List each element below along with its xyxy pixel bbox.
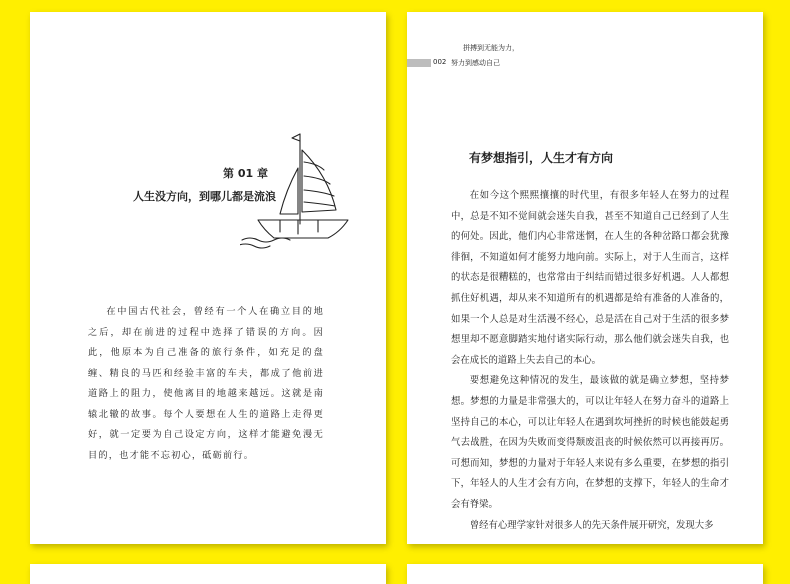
paragraph: 要想避免这种情况的发生，最该做的就是确立梦想，坚持梦想。梦想的力量是非常强大的，可以让年轻人在努力奋斗的道路上坚持自己的本心，可以让年轻人在遇到坎坷挫折的时候也能鼓起勇气去战胜，在因为失败而变得颓废沮丧的时候依然可以再接再厉。可想而知，梦想的力量对于年轻人来说有多么重要，在梦想的指引下，年轻人的人生才会有方向，在梦想的支撑下，年轻人的生命才会有脊梁。 [451,375,729,510]
next-page-left-edge [30,564,386,584]
chapter-number: 第 01 章 [223,167,268,180]
running-head-line1: 拼搏到无能为力， [463,44,519,52]
chapter-intro-text [88,302,324,466]
chapter-title: 人生没方向，到哪儿都是流浪 [133,190,276,203]
sailboat-illustration [240,128,350,254]
paragraph: 曾经有心理学家针对很多人的先天条件展开研究，发现大多 [469,519,714,531]
page-number-bar [407,59,431,67]
section-title: 有梦想指引，人生才有方向 [469,151,614,165]
body-text [451,186,729,536]
paragraph: 在中国古代社会，曾经有一个人在确立目的地之后，却在前进的过程中选择了错误的方向。因此，他原本为自己准备的旅行条件，如充足的盘缠、精良的马匹和经验丰富的车夫，都成了他前进道路上的阻力，使他离目的地越来越远。这就是南辕北辙的故事。每个人要想在人生的道路上走得更好，就一定要为自己设定方向，这样才能避免漫无目的，也才能不忘初心，砥砺前行。 [88,306,324,461]
running-head-line2: 努力到感动自己 [451,59,500,67]
left-page [30,12,386,544]
right-page [407,12,763,544]
next-page-right-edge [407,564,763,584]
paragraph: 在如今这个熙熙攘攘的时代里，有很多年轻人在努力的过程中，总是不知不觉间就会迷失自我，甚至不知道自己已经到了人生的何处。因此，他们内心非常迷惘，在人生的各种岔路口都会犹豫徘徊，不知道如何才能努力地向前。实际上，对于人生而言，这样的状态是很糟糕的，也常常由于纠结而错过很多好机遇。人人都想抓住好机遇，却从来不知道所有的机遇都是给有准备的人准备的，如果一个人总是对生活漫不经心，总是活在自己对于生活的很多梦想里却不愿意脚踏实地付诸实际行动，那么他们就会迷失自我，也会在成长的道路上失去自己的本心。 [451,190,729,366]
page-number: 002 [433,58,447,66]
